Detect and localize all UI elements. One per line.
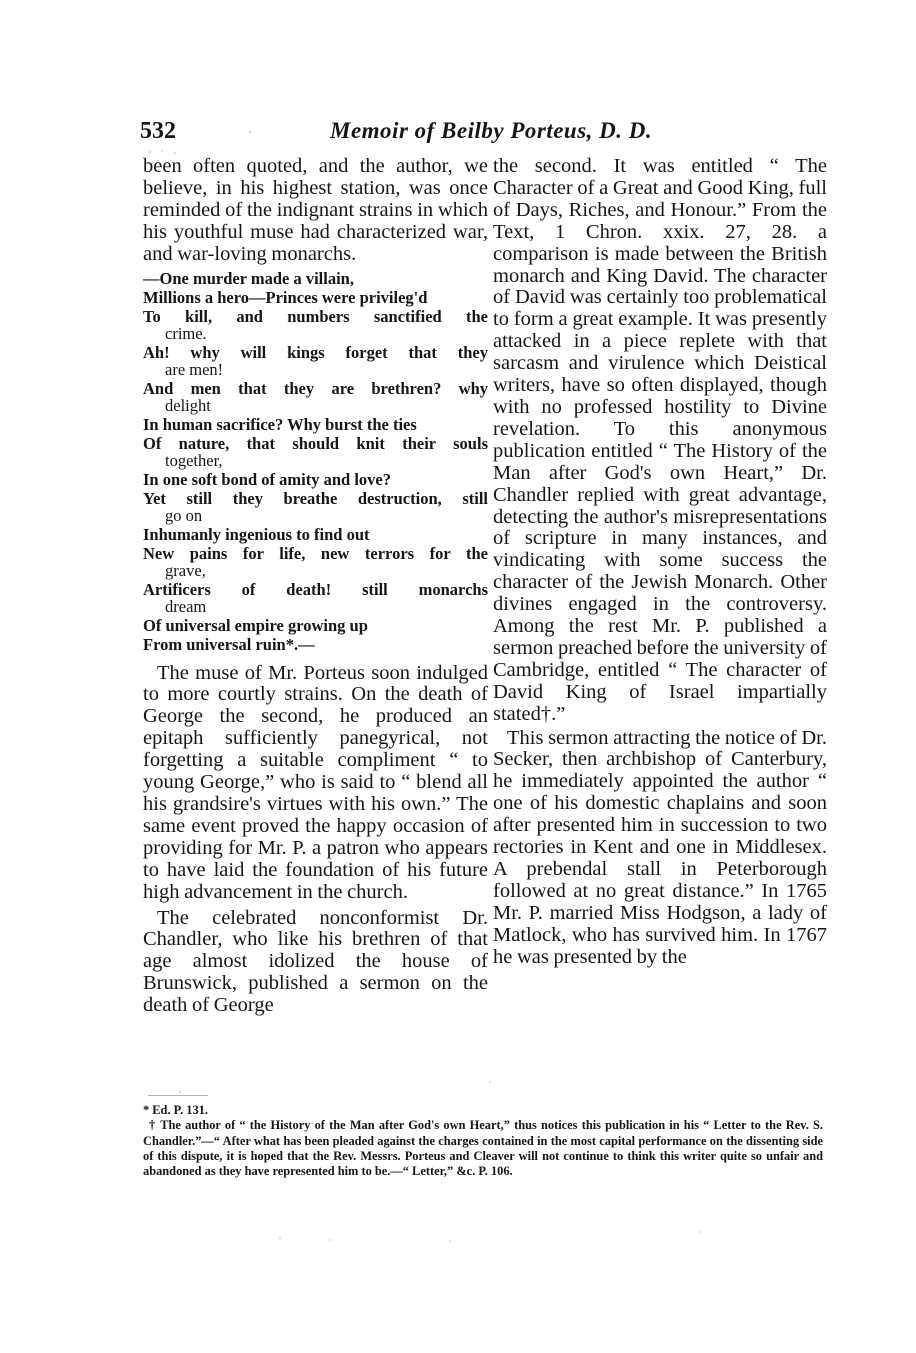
verse-line-continuation: dream [165, 596, 207, 616]
verse-line: Inhumanly ingenious to find out [143, 524, 370, 544]
verse-line: Of universal empire growing up [143, 615, 368, 635]
verse-line: From universal ruin*.— [143, 634, 315, 654]
footnote-dagger: † The author of “ the History of the Man after God's own Heart,” thus notices this publication in his “ Letter to the Rev. S. Chandler.”—“ After what has been pleaded against the charges contained in the most capital performance on the dissenting side of this dispute, it is hoped that the Rev. Messrs. Porteus and Cleaver will not continue to think this writer quite so unfair and abandoned as they have represented him to be.—“ Letter,” &c. P. 106. [143, 1118, 823, 1179]
verse-line-continuation: crime. [165, 323, 207, 343]
verse-line: And men that they are brethren? why [143, 378, 488, 398]
verse-line: Artificers of death! still monarchs [143, 579, 488, 599]
verse-line: To kill, and numbers sanctified the [143, 306, 488, 326]
paragraph-intro: been often quoted, and the author, we believe, in his highest station, was once reminded of the indignant strains in which his youthful muse had characterized war, and war-loving monarchs. [143, 156, 488, 265]
verse-line: New pains for life, new terrors for the [143, 543, 488, 563]
verse-line: In one soft bond of amity and love? [143, 469, 391, 489]
verse-line-continuation: are men! [165, 359, 224, 379]
paragraph-second: the second. It was entitled “ The Character of a Great and Good King, full of Days, Riches, and Honour.” From the Text, 1 Chron. xxix. 27, 28. a comparison is made between the British monarch and King David. The character of David was certainly too problematical to form a great example. It was presently attacked in a piece replete with that sarcasm and virulence which Deistical writers, have so often displayed, though with no professed hostility to Divine revelation. To this anonymous publication entitled “ The History of the Man after God's own Heart,” Dr. Chandler replied with great advantage, detecting the author's misrepresentations of scripture in many instances, and vindicating with some success the character of the Jewish Monarch. Other divines engaged in the controversy. Among the rest Mr. P. published a sermon preached before the university of Cambridge, entitled “ The character of David King of Israel impartially stated†.” [493, 156, 827, 725]
verse-line: Of nature, that should knit their souls [143, 433, 488, 453]
running-title: Memoir of Beilby Porteus, D. D. [330, 118, 653, 143]
verse-line: Millions a hero—Princes were privileg'd [143, 287, 428, 307]
verse-line: In human sacrifice? Why burst the ties [143, 414, 417, 434]
verse-line: Yet still they breathe destruction, still [143, 488, 488, 508]
verse-line-continuation: delight [165, 395, 211, 415]
footnotes [143, 1103, 823, 1179]
right-column [493, 156, 827, 1084]
verse-line-continuation: together, [165, 450, 223, 470]
footnote-star: * Ed. P. 131. [143, 1103, 208, 1117]
verse-line: Ah! why will kings forget that they [143, 342, 488, 362]
verse-line-continuation: grave, [165, 560, 206, 580]
page-number: 532 [140, 118, 176, 144]
left-column [143, 156, 488, 1084]
verse-quotation [143, 270, 488, 653]
paragraph-muse: The muse of Mr. Porteus soon indulged to more courtly strains. On the death of George the second, he produced an epitaph sufficiently panegyrical, not forgetting a suitable compliment “ to young George,” who is said to “ blend all his grandsire's virtues with his own.” The same event proved the happy occasion of providing for Mr. P. a patron who appears to have laid the foundation of his future high advancement in the church. [143, 661, 488, 903]
verse-line-continuation: go on [165, 505, 203, 525]
verse-line: —One murder made a villain, [143, 268, 354, 288]
page-header [140, 118, 830, 148]
paragraph-secker: This sermon attracting the notice of Dr. Secker, then archbishop of Canterbury, he immediately appointed the author “ one of his domestic chaplains and soon after presented him in succession to two rectories in Kent and one in Middlesex. A prebendal stall in Peterborough followed at no great distance.” In 1765 Mr. P. married Miss Hodgson, a lady of Matlock, who has survived him. In 1767 he was presented by the [493, 726, 827, 968]
paragraph-chandler: The celebrated nonconformist Dr. Chandler, who like his brethren of that age almost idolized the house of Brunswick, published a sermon on the death of George [143, 906, 488, 1017]
footnote-rule [148, 1095, 208, 1096]
